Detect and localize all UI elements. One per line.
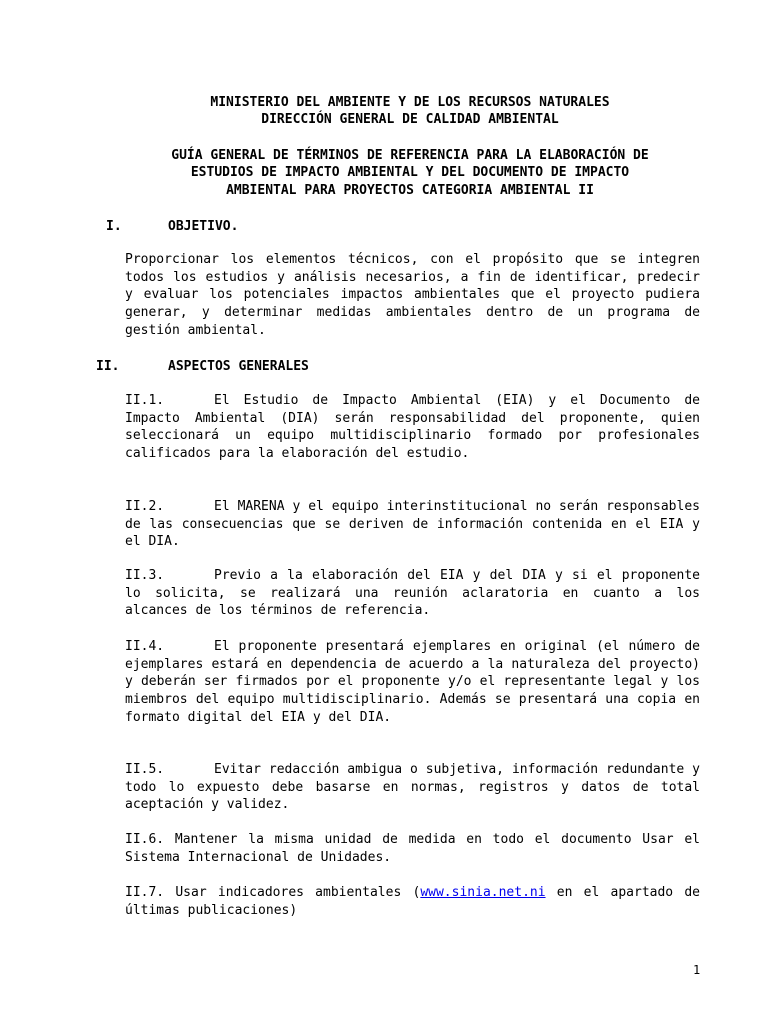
sinia-link[interactable]: www.sinia.net.ni — [420, 885, 546, 900]
section-2-title: ASPECTOS GENERALES — [168, 359, 309, 374]
directorate-header: DIRECCIÓN GENERAL DE CALIDAD AMBIENTAL — [261, 112, 559, 127]
item-ii-7 — [125, 884, 700, 919]
document-title-line-3: AMBIENTAL PARA PROYECTOS CATEGORIA AMBIENTAL II — [226, 183, 594, 198]
item-text: Evitar redacción ambigua o subjetiva, información redundante y todo lo expuesto debe basarse en normas, registros y datos de total aceptación y validez. — [125, 762, 700, 813]
section-1-title: OBJETIVO. — [168, 219, 239, 234]
item-number: II.7. — [125, 885, 165, 900]
item-number: II.6. — [125, 832, 165, 847]
ministry-header: MINISTERIO DEL AMBIENTE Y DE LOS RECURSOS NATURALES — [210, 95, 610, 110]
section-2-number: II. — [96, 359, 120, 374]
item-number: II.2. — [125, 499, 165, 514]
item-ii-5 — [125, 761, 700, 814]
item-text: El Estudio de Impacto Ambiental (EIA) y el Documento de Impacto Ambiental (DIA) serán responsabilidad del proponente, quien seleccionará un equipo multidisciplinario formado por profesionales calificados para la elaboración del estudio. — [125, 393, 700, 462]
item-text: El proponente presentará ejemplares en original (el número de ejemplares estará en dependencia de acuerdo a la naturaleza del proyecto) y deberán ser firmados por el proponente y/o el representante legal y los miembros del equipo multidisciplinario. Además se presentará una copia en formato digital del EIA y del DIA. — [125, 639, 700, 725]
item-text-continued: en el apartado de últimas publicaciones) — [125, 885, 700, 918]
item-text: Usar indicadores ambientales ( — [175, 885, 421, 900]
item-ii-4 — [125, 638, 700, 727]
item-number: II.5. — [125, 762, 165, 777]
item-text: El MARENA y el equipo interinstitucional no serán responsables de las consecuencias que se deriven de información contenida en el EIA y el DIA. — [125, 499, 700, 550]
document-title-line-2: ESTUDIOS DE IMPACTO AMBIENTAL Y DEL DOCUMENTO DE IMPACTO — [190, 165, 630, 180]
item-text: Mantener la misma unidad de medida en todo el documento Usar el Sistema Internacional de Unidades. — [125, 832, 700, 865]
item-ii-6 — [125, 831, 700, 866]
item-text: Previo a la elaboración del EIA y del DIA y si el proponente lo solicita, se realizará una reunión aclaratoria en cuanto a los alcances de los términos de referencia. — [125, 568, 700, 619]
section-1-text: Proporcionar los elementos técnicos, con el propósito que se integren todos los estudios y análisis necesarios, a fin de identificar, predecir y evaluar los potenciales impactos ambientales que el proyecto pudiera generar, y determinar medidas ambientales dentro de un programa de gestión ambiental. — [125, 252, 700, 338]
item-ii-1 — [125, 392, 700, 463]
item-ii-2 — [125, 498, 700, 551]
item-number: II.4. — [125, 639, 165, 654]
item-number: II.3. — [125, 568, 165, 583]
item-number: II.1. — [125, 393, 165, 408]
document-title-line-1: GUÍA GENERAL DE TÉRMINOS DE REFERENCIA PARA LA ELABORACIÓN DE — [171, 148, 649, 163]
section-1-number: I. — [106, 219, 122, 234]
item-ii-3 — [125, 567, 700, 620]
page-number: 1 — [693, 963, 701, 977]
